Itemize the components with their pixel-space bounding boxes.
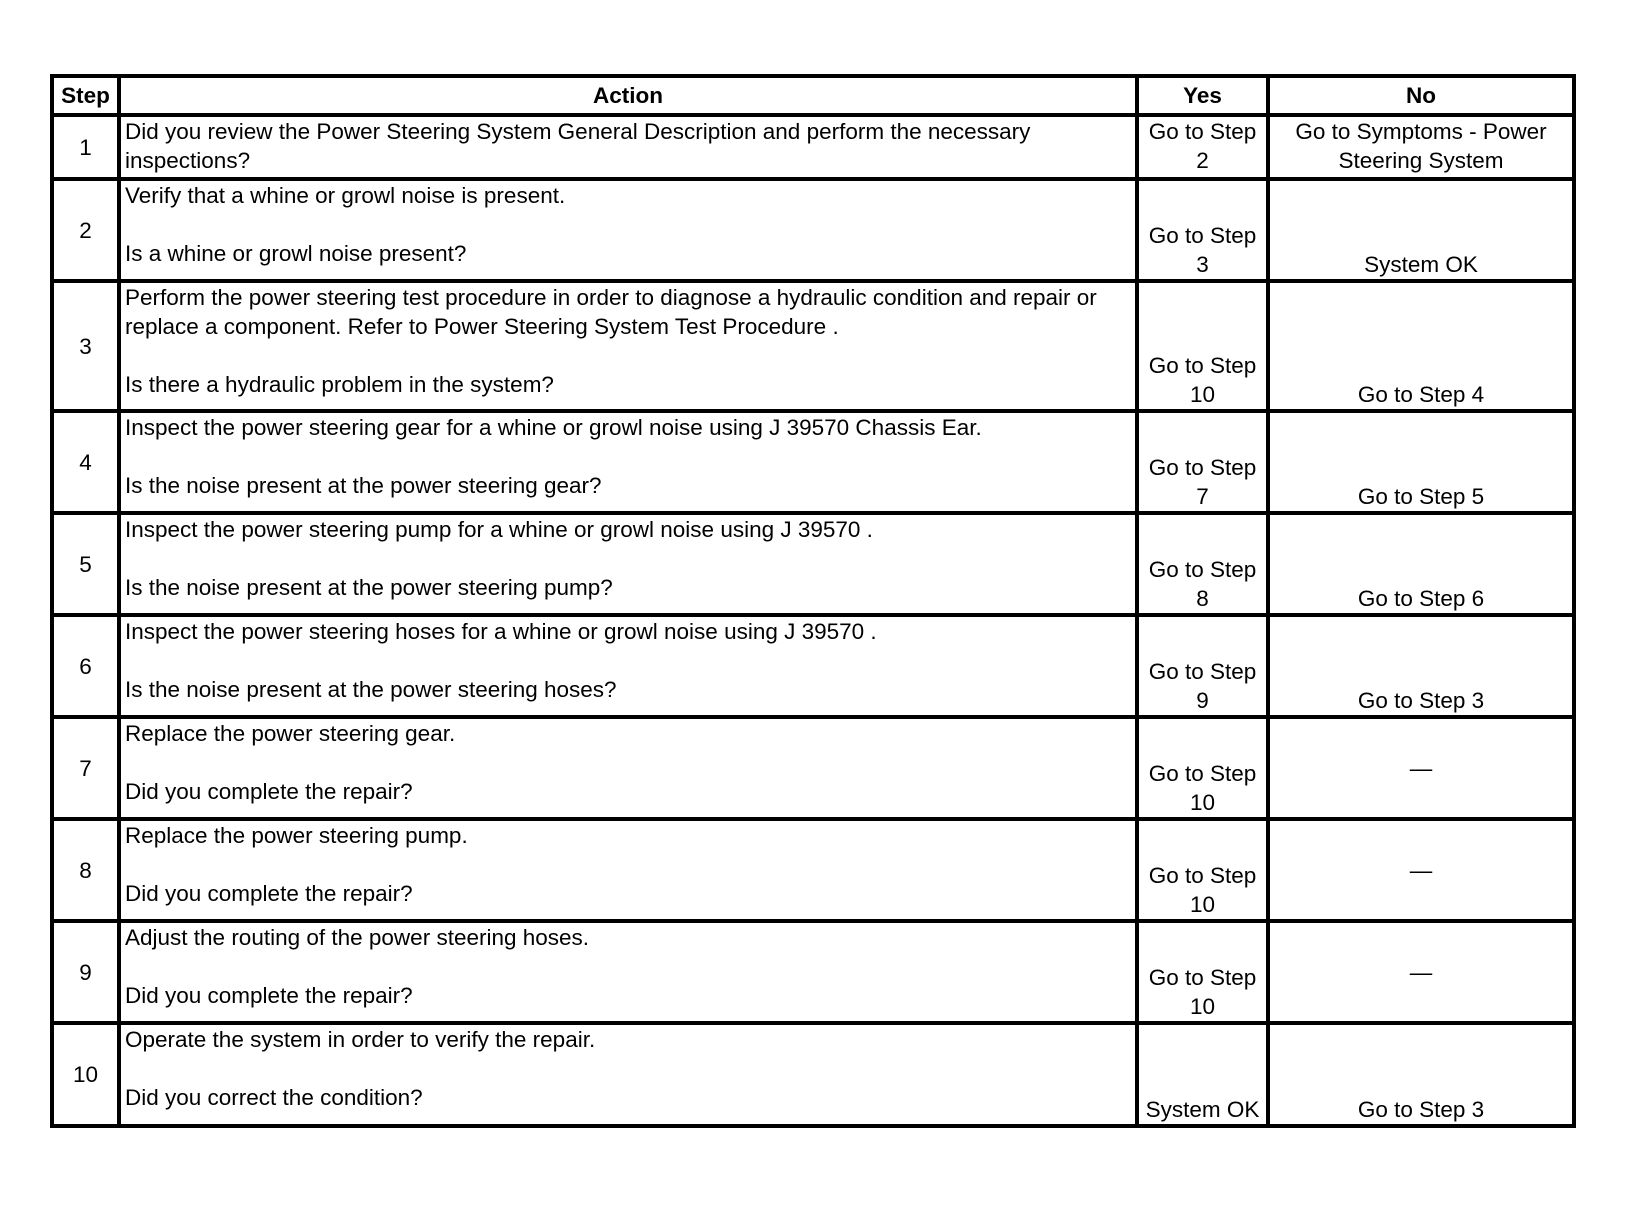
no-cell — [1268, 411, 1574, 513]
table-row — [52, 411, 1574, 513]
header-step: Step — [52, 76, 119, 115]
no-text: Go to Step 6 — [1357, 586, 1485, 611]
action-cell — [119, 411, 1137, 513]
action-text: Perform the power steering test procedure in order to diagnose a hydraulic condition and repair or replace a component. Refer to Power Steering System Test Procedure . — [125, 285, 1097, 339]
question-text: Is the noise present at the power steering pump? — [125, 575, 613, 600]
yes-cell — [1137, 281, 1268, 411]
step-number: 6 — [52, 615, 119, 717]
no-text: — — [1409, 959, 1433, 985]
action-text: Adjust the routing of the power steering hoses. — [125, 925, 590, 950]
no-cell — [1268, 819, 1574, 921]
yes-text: Go to Step 10 — [1148, 353, 1257, 407]
header-action: Action — [119, 76, 1137, 115]
yes-cell — [1137, 615, 1268, 717]
no-cell — [1268, 513, 1574, 615]
step-number: 5 — [52, 513, 119, 615]
no-cell — [1268, 281, 1574, 411]
no-text: — — [1409, 857, 1433, 883]
action-cell — [119, 1023, 1137, 1126]
step-number: 1 — [52, 115, 119, 179]
question-text: Did you correct the condition? — [125, 1085, 423, 1110]
table-row — [52, 615, 1574, 717]
yes-text: Go to Step 10 — [1148, 761, 1257, 815]
yes-text: Go to Step 10 — [1148, 965, 1257, 1019]
question-text: Did you complete the repair? — [125, 779, 413, 804]
table-row — [52, 281, 1574, 411]
no-text: Go to Step 4 — [1357, 382, 1485, 407]
yes-cell — [1137, 179, 1268, 281]
yes-cell — [1137, 115, 1268, 179]
question-text: Is a whine or growl noise present? — [125, 241, 467, 266]
yes-cell — [1137, 819, 1268, 921]
question-text: Did you complete the repair? — [125, 881, 413, 906]
action-text: Replace the power steering gear. — [125, 721, 456, 746]
yes-cell — [1137, 411, 1268, 513]
table-row — [52, 921, 1574, 1023]
no-text: Go to Step 5 — [1357, 484, 1485, 509]
no-cell — [1268, 717, 1574, 819]
question-text: Is the noise present at the power steering hoses? — [125, 677, 617, 702]
step-number: 7 — [52, 717, 119, 819]
step-number: 9 — [52, 921, 119, 1023]
action-cell — [119, 615, 1137, 717]
table-row — [52, 513, 1574, 615]
action-text: Inspect the power steering hoses for a whine or growl noise using J 39570 . — [125, 619, 877, 644]
yes-text: Go to Step 7 — [1148, 455, 1257, 509]
no-cell — [1268, 115, 1574, 179]
no-text: — — [1409, 755, 1433, 781]
table-row — [52, 115, 1574, 179]
action-cell — [119, 179, 1137, 281]
question-text: Is there a hydraulic problem in the system? — [125, 372, 554, 397]
yes-text: Go to Step 3 — [1148, 223, 1257, 277]
action-text: Inspect the power steering pump for a whine or growl noise using J 39570 . — [125, 517, 873, 542]
no-text: Go to Symptoms - Power Steering System — [1295, 119, 1547, 173]
table-row — [52, 819, 1574, 921]
yes-text: Go to Step 10 — [1148, 863, 1257, 917]
header-yes: Yes — [1137, 76, 1268, 115]
action-text: Did you review the Power Steering System General Description and perform the necessary inspections? — [125, 119, 1031, 173]
diagnostic-table — [50, 74, 1576, 1128]
action-text: Verify that a whine or growl noise is present. — [125, 183, 566, 208]
action-text: Operate the system in order to verify the repair. — [125, 1027, 596, 1052]
header-row — [52, 76, 1574, 115]
no-cell — [1268, 921, 1574, 1023]
no-cell — [1268, 179, 1574, 281]
no-cell — [1268, 615, 1574, 717]
yes-cell — [1137, 1023, 1268, 1126]
no-cell — [1268, 1023, 1574, 1126]
no-text: System OK — [1364, 252, 1478, 277]
action-cell — [119, 921, 1137, 1023]
header-no: No — [1268, 76, 1574, 115]
action-cell — [119, 513, 1137, 615]
question-text: Did you complete the repair? — [125, 983, 413, 1008]
yes-text: System OK — [1145, 1097, 1260, 1122]
yes-cell — [1137, 717, 1268, 819]
step-number: 4 — [52, 411, 119, 513]
table-row — [52, 179, 1574, 281]
yes-cell — [1137, 513, 1268, 615]
step-number: 10 — [52, 1023, 119, 1126]
action-cell — [119, 819, 1137, 921]
step-number: 8 — [52, 819, 119, 921]
question-text: Is the noise present at the power steering gear? — [125, 473, 602, 498]
step-number: 2 — [52, 179, 119, 281]
step-number: 3 — [52, 281, 119, 411]
no-text: Go to Step 3 — [1357, 688, 1485, 713]
yes-text: Go to Step 8 — [1148, 557, 1257, 611]
yes-cell — [1137, 921, 1268, 1023]
action-cell — [119, 115, 1137, 179]
table-row — [52, 717, 1574, 819]
action-text: Inspect the power steering gear for a whine or growl noise using J 39570 Chassis Ear. — [125, 415, 982, 440]
yes-text: Go to Step 9 — [1148, 659, 1257, 713]
action-cell — [119, 717, 1137, 819]
table-row — [52, 1023, 1574, 1126]
action-text: Replace the power steering pump. — [125, 823, 468, 848]
no-text: Go to Step 3 — [1357, 1097, 1485, 1122]
action-cell — [119, 281, 1137, 411]
yes-text: Go to Step 2 — [1148, 119, 1257, 173]
